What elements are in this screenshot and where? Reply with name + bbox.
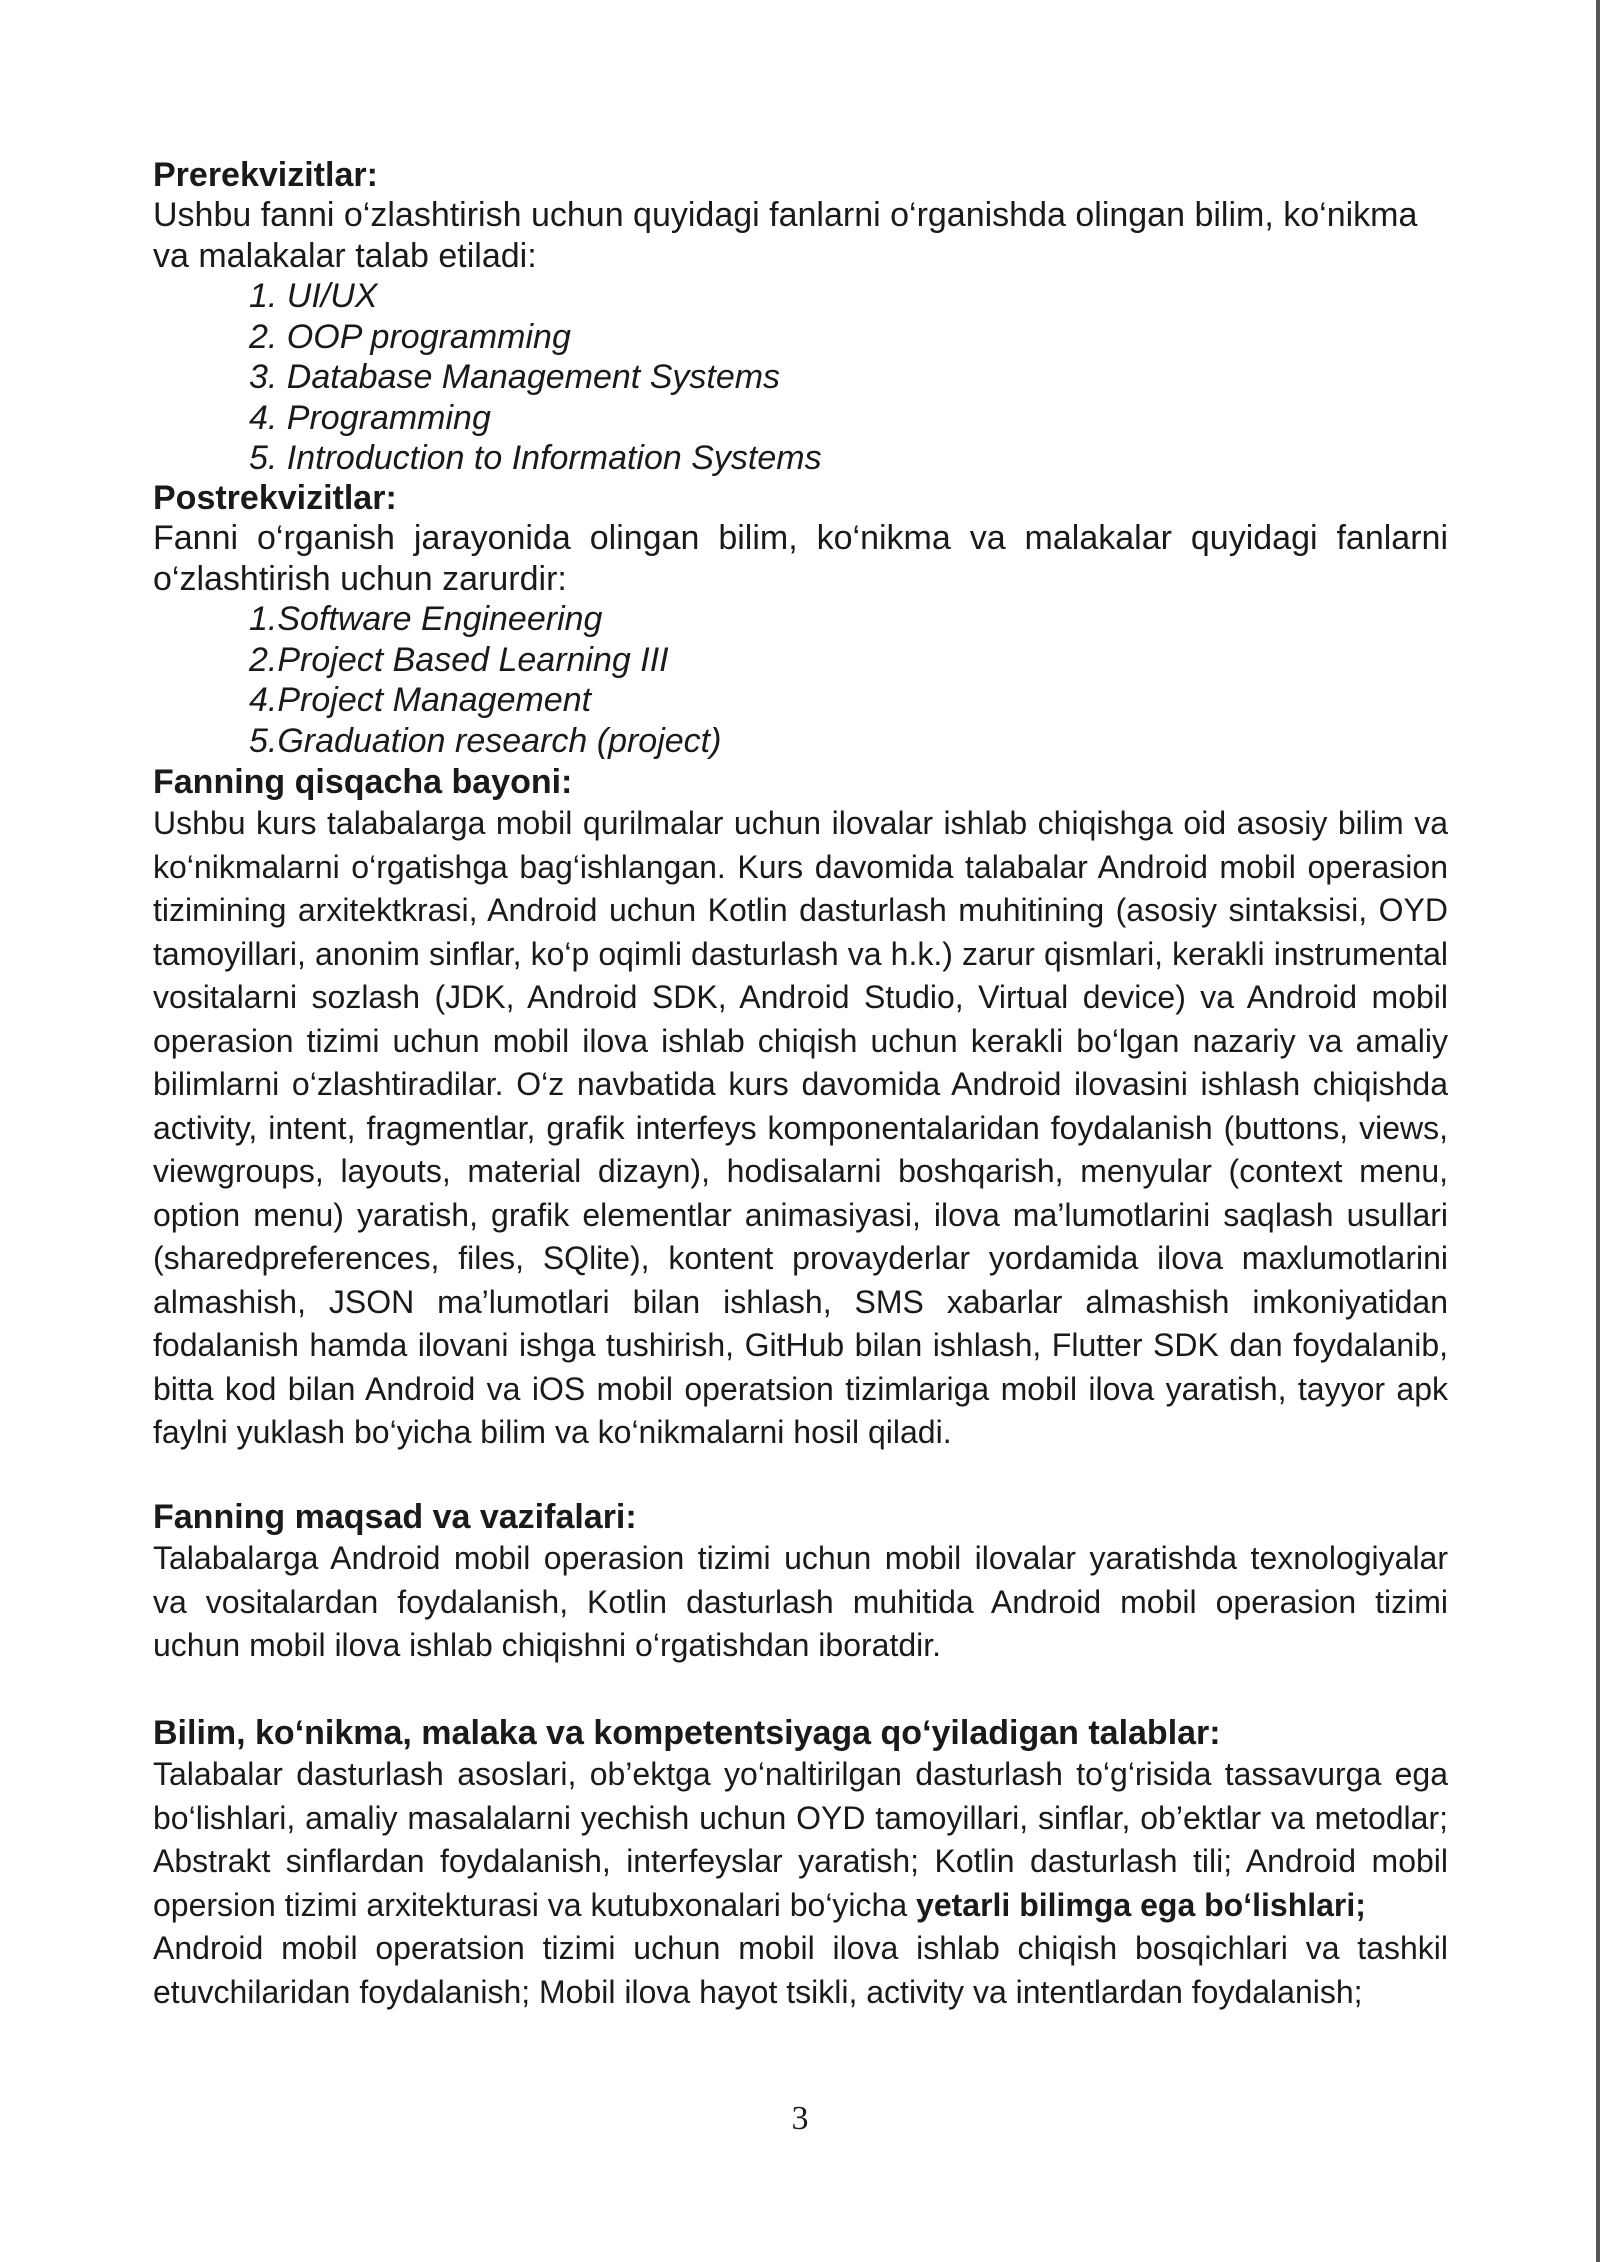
goals-section (153, 1497, 1448, 1668)
list-item: 1. UI/UX (249, 277, 378, 315)
list-item: 2.Project Based Learning III (249, 640, 669, 679)
list-item: 5. Introduction to Information Systems (249, 439, 822, 477)
requirements-section (153, 1713, 1448, 2014)
postrequisites-list (153, 599, 1448, 761)
prerequisites-list (153, 276, 1448, 479)
requirements-text-2: Android mobil operatsion tizimi uchun mobil ilova ishlab chiqish bosqichlari va tashkil etuvchilaridan foydalanish; Mobil ilova hayot tsikli, activity va intentlardan foydalanish; (153, 1930, 1448, 2010)
page-number: 3 (791, 2100, 809, 2137)
requirements-text-regular: Talabalar dasturlash asoslari, ob’ektga yo‘naltirilgan dasturlash to‘g‘risida tassavurga ega bo‘lishlari, amaliy masalalarni yechish uchun OYD tamoyillari, sinflar, ob’ektlar va metodlar; Abstrakt sinflardan foydalanish, interfeyslar yaratish; Kotlin dasturlash tili; Android mobil opersion tizimi arxitekturasi va kutubxonalari bo‘yicha (153, 1756, 1448, 1923)
list-item: 5.Graduation research (project) (249, 721, 722, 760)
prerequisites-section (153, 155, 1448, 479)
requirements-heading: Bilim, ko‘nikma, malaka va kompetentsiyaga qo‘yiladigan talablar: (153, 1714, 1221, 1752)
summary-heading: Fanning qisqacha bayoni: (153, 763, 573, 801)
goals-text: Talabalarga Android mobil operasion tizimi uchun mobil ilovalar yaratishda texnologiyalar va vositalardan foydalanish, Kotlin dasturlash muhitida Android mobil operasion tizimi uchun mobil ilova ishlab chiqishni o‘rgatishdan iboratdir. (153, 1540, 1448, 1663)
goals-heading: Fanning maqsad va vazifalari: (153, 1498, 637, 1536)
list-item: 1.Software Engineering (249, 600, 603, 638)
list-item: 2. OOP programming (249, 317, 571, 356)
summary-text: Ushbu kurs talabalarga mobil qurilmalar uchun ilovalar ishlab chiqishga oid asosiy bilim va ko‘nikmalarni o‘rgatishga bag‘ishlangan. Kurs davomida talabalar Android mobil operasion tizimining arxitektkrasi, Android uchun Kotlin dasturlash muhitining (asosiy sintaksisi, OYD tamoyillari, anonim sinflar, ko‘p oqimli dasturlash va h.k.) zarur qismlari, kerakli instrumental vositalarni sozlash (JDK, Android SDK, Android Studio, Virtual device) va Android mobil operasion tizimi uchun mobil ilova ishlab chiqish uchun kerakli bo‘lgan nazariy va amaliy bilimlarni o‘zlashtiradilar. O‘z navbatida kurs davomida Android ilovasini ishlash chiqishda activity, intent, fragmentlar, grafik interfeys komponentalaridan foydalanish (buttons, views, viewgroups, layouts, material dizayn), hodisalarni boshqarish, menyular (context menu, option menu) yaratish, grafik elementlar animasiyasi, ilova ma’lumotlarini saqlash usullari (sharedpreferences, files, SQlite), kontent provayderlar yordamida ilova maxlumotlarini almashish, JSON ma’lumotlari bilan ishlash, SMS xabarlar almashish imkoniyatidan fodalanish hamda ilovani ishga tushirish, GitHub bilan ishlash, Flutter SDK dan foydalanib, bitta kod bilan Android va iOS mobil operatsion tizimlariga mobil ilova yaratish, tayyor apk faylni yuklash bo‘yicha bilim va ko‘nikmalarni hosil qiladi. (153, 805, 1448, 1450)
summary-section (153, 762, 1448, 1455)
postrequisites-intro: Fanni o‘rganish jarayonida olingan bilim, ko‘nikma va malakalar quyidagi fanlarni o‘zlashtirish uchun zarurdir: (153, 519, 1448, 598)
requirements-text-bold: yetarli bilimga ega bo‘lishlari; (916, 1886, 1366, 1923)
list-item: 3. Database Management Systems (249, 358, 781, 396)
prerequisites-heading: Prerekvizitlar: (153, 156, 378, 194)
prerequisites-intro: Ushbu fanni o‘zlashtirish uchun quyidagi fanlarni o‘rganishda olingan bilim, ko‘nikma va malakalar talab etiladi: (153, 196, 1418, 275)
requirements-text (153, 1753, 1448, 1927)
list-item: 4.Project Management (249, 681, 592, 719)
page-edge (1596, 0, 1600, 2262)
postrequisites-heading: Postrekvizitlar: (153, 479, 397, 517)
postrequisites-section (153, 478, 1448, 761)
list-item: 4. Programming (249, 398, 491, 437)
